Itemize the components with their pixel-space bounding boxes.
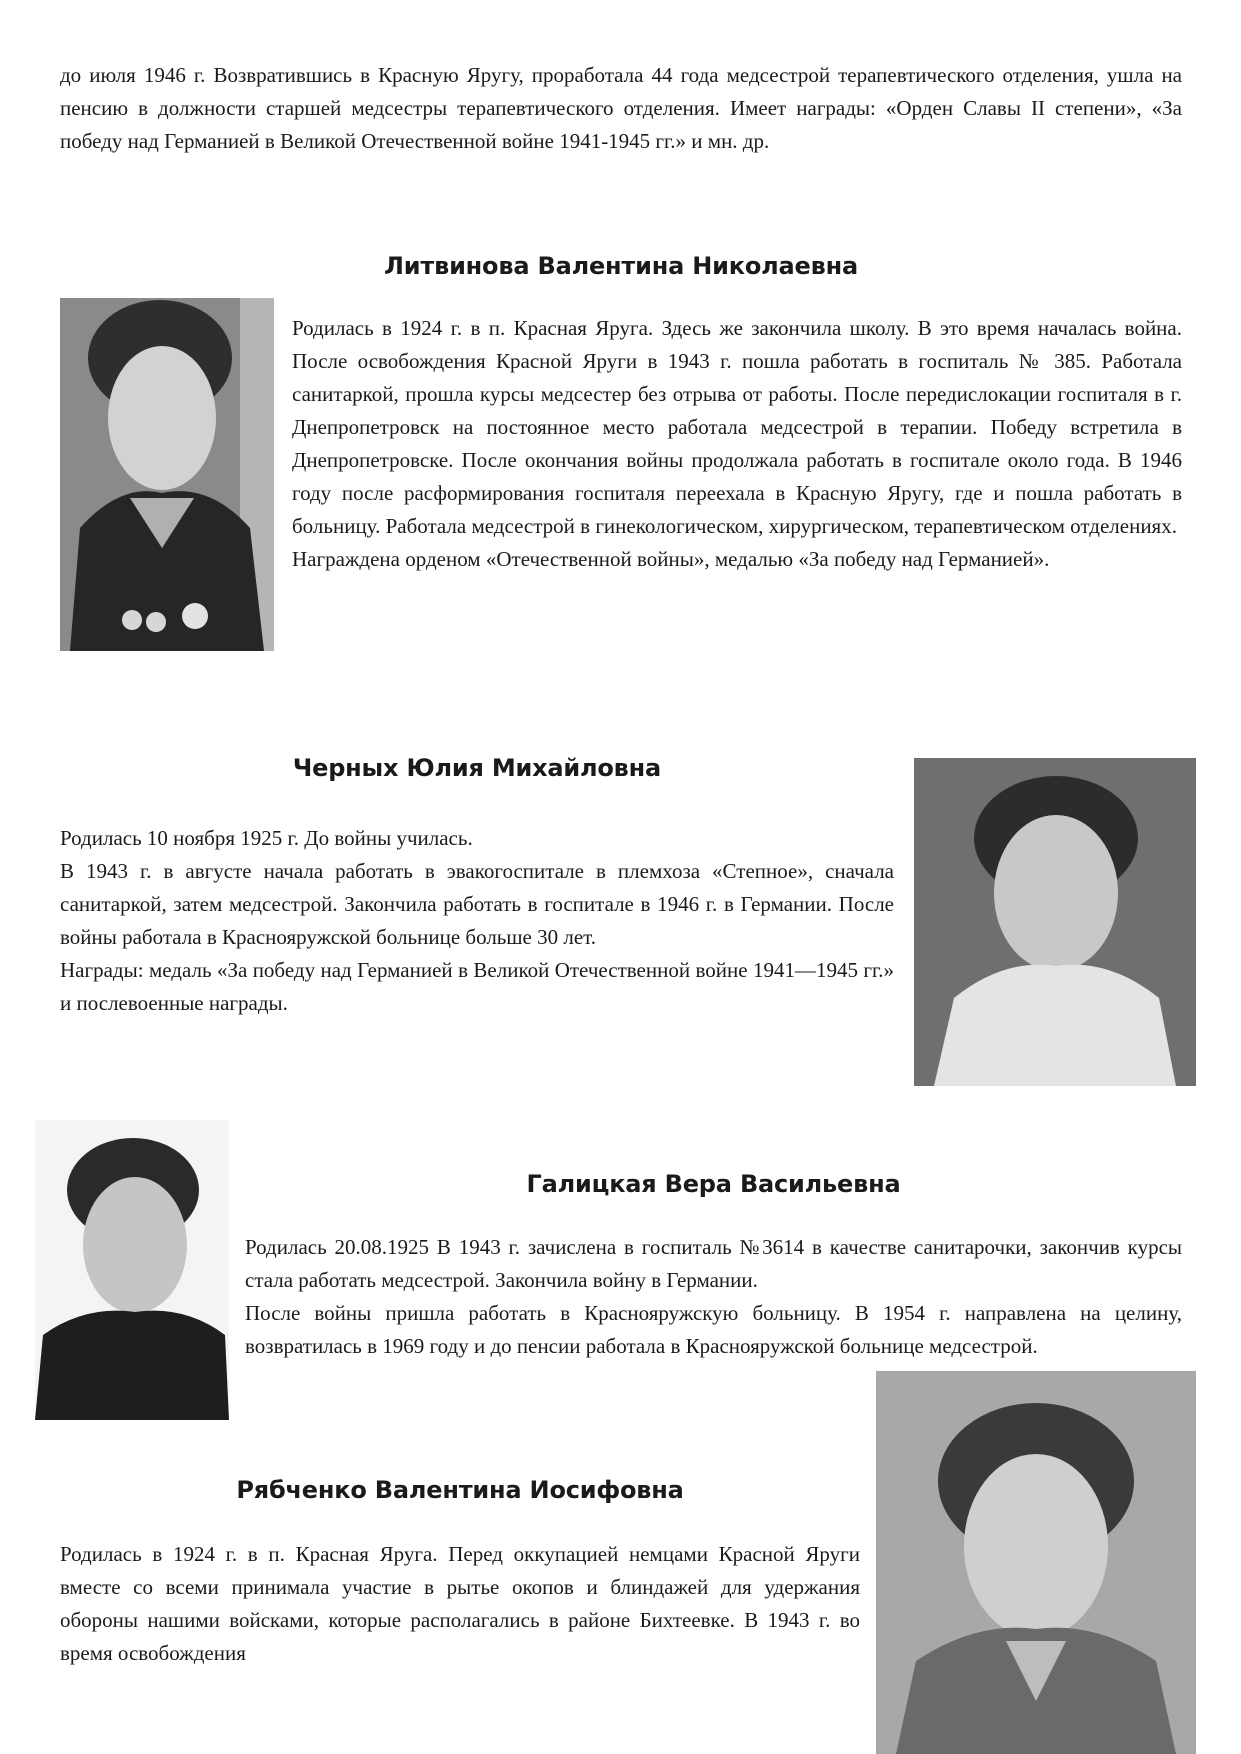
intro-paragraph xyxy=(60,59,1182,158)
bio-paragraph: Родилась в 1924 г. в п. Красная Яруга. Перед оккупацией немцами Красной Яруги вместе со всеми принимала участие в рытье окопов и блиндажей для удержания обороны нашими войсками, которые располагались в районе Бихтеевке. В 1943 г. во время освобождения xyxy=(60,1542,860,1665)
bio-paragraph: После войны пришла работать в Краснояружскую больницу. В 1954 г. направлена на целину, возвратилась в 1969 году и до пенсии работала в Краснояружской больнице медсестрой. xyxy=(245,1301,1182,1358)
person-bio-chernykh xyxy=(60,822,894,1020)
intro-text: до июля 1946 г. Возвратившись в Красную Яругу, проработала 44 года медсестрой терапевтического отделения, ушла на пенсию в должности старшей медсестры терапевтического отделения. Имеет награды: «Орден Славы II степени», «За победу над Германией в Великой Отечественной войне 1941-1945 гг.» и мн. др. xyxy=(60,63,1182,153)
person-name-chernykh: Черных Юлия Михайловна xyxy=(292,754,662,782)
person-bio-litvinova xyxy=(292,312,1182,576)
person-bio-galitskaya xyxy=(245,1231,1182,1363)
bio-paragraph: Родилась 10 ноября 1925 г. До войны училась. xyxy=(60,826,473,850)
person-bio-ryabchenko xyxy=(60,1538,860,1670)
portrait-photo-galitskaya xyxy=(35,1120,229,1420)
bio-paragraph: Награждена орденом «Отечественной войны», медалью «За победу над Германией». xyxy=(292,547,1050,571)
bio-paragraph: Родилась в 1924 г. в п. Красная Яруга. Здесь же закончила школу. В это время началась война. После освобождения Красной Яруги в 1943 г. пошла работать в госпиталь № 385. Работала санитаркой, прошла курсы медсестер без отрыва от работы. После передислокации госпиталя в г. Днепропетровск на постоянное место работала медсестрой в терапии. Победу встретила в Днепропетровске. После окончания войны продолжала работать в госпитале около года. В 1946 году после расформирования госпиталя переехала в Красную Яругу, где и пошла работать в больницу. Работала медсестрой в гинекологическом, хирургическом, терапевтическом отделениях. xyxy=(292,316,1182,538)
portrait-photo-ryabchenko xyxy=(876,1371,1196,1754)
person-name-litvinova: Литвинова Валентина Николаевна xyxy=(384,252,858,280)
bio-paragraph: Родилась 20.08.1925 В 1943 г. зачислена в госпиталь №3614 в качестве санитарочки, закончив курсы стала работать медсестрой. Закончила войну в Германии. xyxy=(245,1235,1182,1292)
person-name-ryabchenko: Рябченко Валентина Иосифовна xyxy=(236,1476,684,1504)
bio-paragraph: В 1943 г. в августе начала работать в эвакогоспитале в племхоза «Степное», сначала санитаркой, затем медсестрой. Закончила работать в госпитале в 1946 г. в Германии. После войны работала в Краснояружской больнице больше 30 лет. xyxy=(60,859,894,949)
bio-paragraph: Награды: медаль «За победу над Германией в Великой Отечественной войне 1941—1945 гг.» и послевоенные награды. xyxy=(60,958,894,1015)
person-name-galitskaya: Галицкая Вера Васильевна xyxy=(526,1170,901,1198)
portrait-photo-litvinova xyxy=(60,298,274,651)
portrait-photo-chernykh xyxy=(914,758,1196,1086)
